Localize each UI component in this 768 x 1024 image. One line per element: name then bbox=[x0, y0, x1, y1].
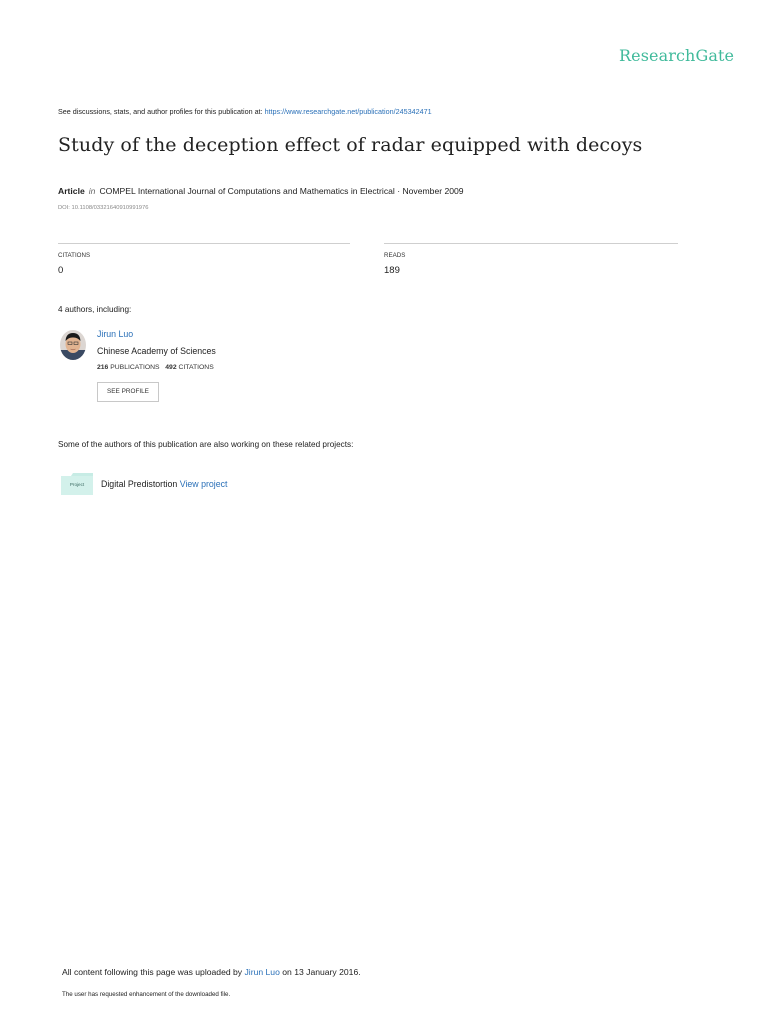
authors-heading: 4 authors, including: bbox=[58, 305, 132, 314]
publication-meta bbox=[58, 186, 464, 196]
requested-note: The user has requested enhancement of the downloaded file. bbox=[62, 991, 231, 998]
author-photo-icon bbox=[60, 330, 86, 360]
author-name-link[interactable]: Jirun Luo bbox=[97, 329, 134, 339]
discussion-note bbox=[58, 107, 432, 116]
related-projects-heading: Some of the authors of this publication are also working on these related projects: bbox=[58, 440, 354, 449]
reads-divider bbox=[384, 243, 678, 244]
reads-label: READS bbox=[384, 252, 406, 259]
project-name: Digital Predistortion bbox=[101, 479, 178, 489]
author-citations-label: CITATIONS bbox=[178, 364, 214, 371]
publication-type: Article bbox=[58, 186, 85, 196]
avatar[interactable] bbox=[60, 330, 86, 360]
see-profile-button[interactable]: SEE PROFILE bbox=[97, 382, 159, 402]
citations-label: CITATIONS bbox=[58, 252, 91, 259]
doi-text: DOI: 10.1108/03321640910991976 bbox=[58, 205, 149, 211]
publication-title: Study of the deception effect of radar equipped with decoys bbox=[58, 134, 643, 156]
project-entry bbox=[101, 479, 228, 489]
uploader-link[interactable]: Jirun Luo bbox=[244, 967, 280, 977]
view-project-link[interactable]: View project bbox=[179, 479, 228, 489]
author-publications-label: PUBLICATIONS bbox=[110, 364, 160, 371]
citations-value: 0 bbox=[58, 265, 64, 276]
author-publications-count: 216 bbox=[97, 364, 109, 371]
project-icon-label: Project bbox=[69, 482, 85, 487]
publication-url-link[interactable]: https://www.researchgate.net/publication/245342471 bbox=[264, 107, 432, 116]
upload-note bbox=[62, 967, 361, 977]
upload-prefix: All content following this page was uploaded by bbox=[62, 967, 243, 977]
citations-divider bbox=[58, 243, 350, 244]
researchgate-logo[interactable]: ResearchGate bbox=[619, 46, 735, 65]
venue-date: COMPEL International Journal of Computations and Mathematics in Electrical · November 2009 bbox=[99, 186, 464, 196]
project-folder-icon[interactable] bbox=[61, 473, 93, 495]
author-stats bbox=[97, 364, 214, 371]
upload-suffix: on 13 January 2016. bbox=[282, 967, 361, 977]
in-word: in bbox=[88, 186, 96, 196]
reads-value: 189 bbox=[384, 265, 400, 276]
discussion-text: See discussions, stats, and author profiles for this publication at: bbox=[58, 107, 263, 116]
author-citations-count: 492 bbox=[165, 364, 177, 371]
author-institution: Chinese Academy of Sciences bbox=[97, 346, 216, 356]
